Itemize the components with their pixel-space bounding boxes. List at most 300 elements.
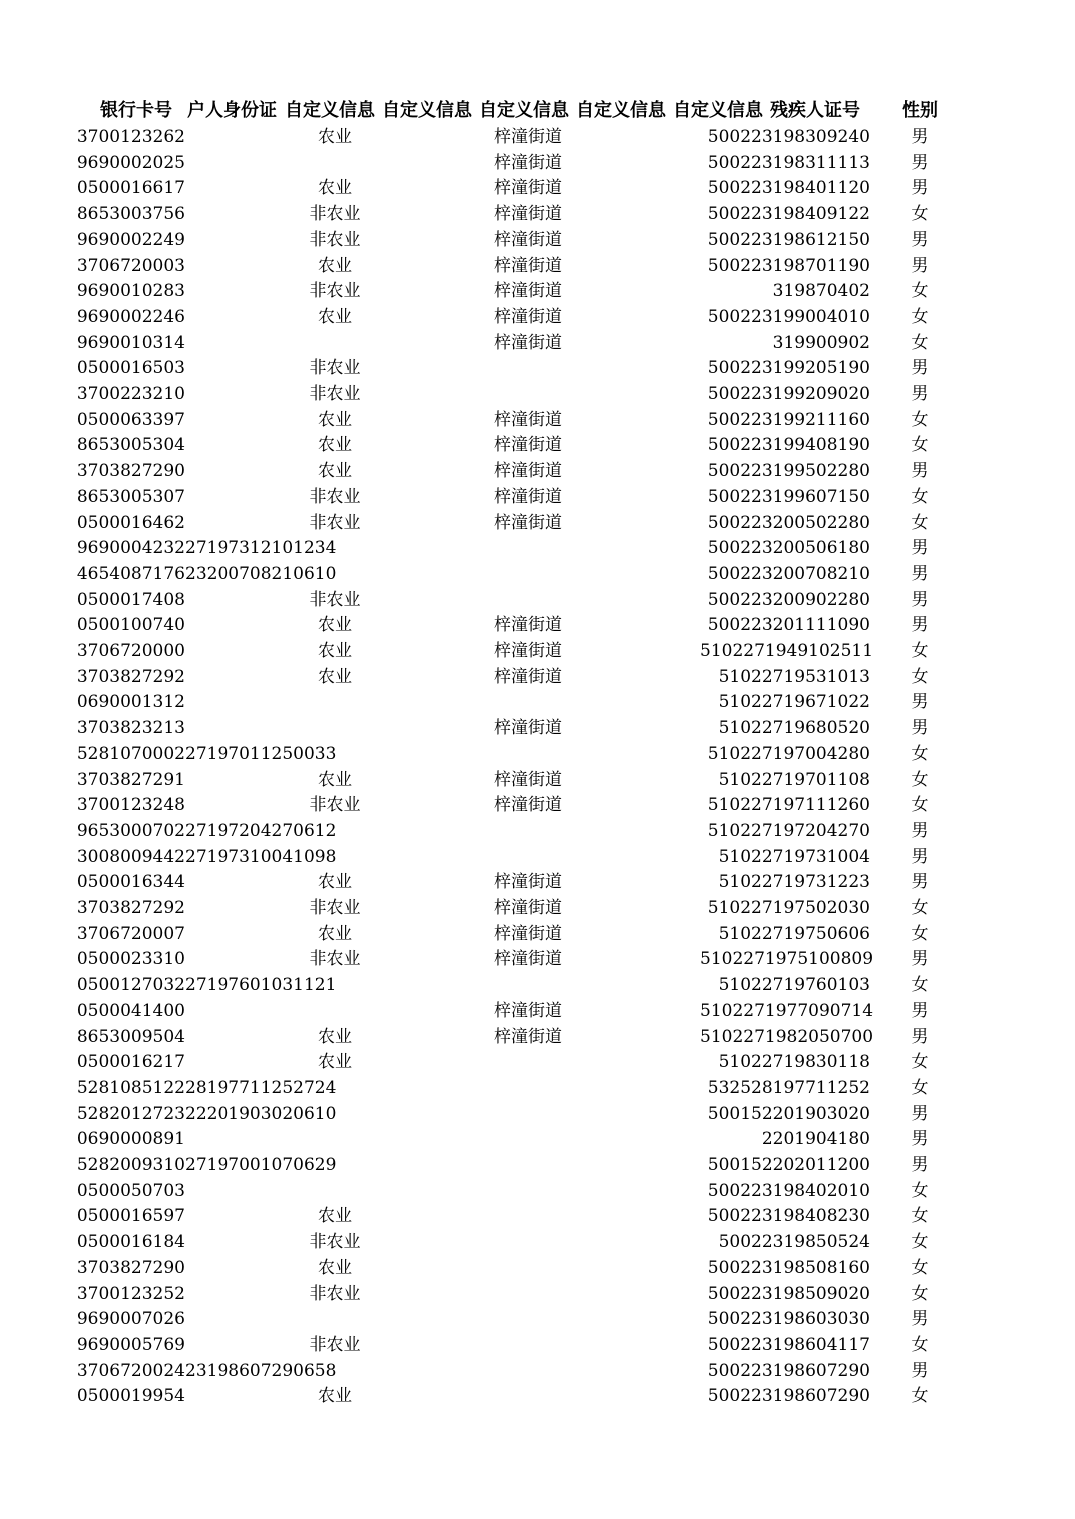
cell-gender: 女	[911, 1077, 929, 1098]
header-row	[0, 97, 1075, 125]
cell-gender: 女	[911, 666, 929, 687]
cell-custom-info-1	[285, 742, 385, 767]
cell-custom-info-1: 农业	[318, 435, 352, 456]
cell-custom-info-3	[478, 1102, 578, 1127]
cell-gender: 女	[911, 769, 929, 790]
table-row	[0, 819, 1075, 844]
cell-bank-card: 3706720003	[76, 255, 185, 276]
cell-custom-info-3	[478, 382, 578, 407]
cell-disability-cert: 500223199205190	[707, 358, 870, 379]
cell-household-id	[185, 793, 285, 818]
cell-disability-cert: 500223198603030	[707, 1309, 870, 1330]
cell-custom-info-3: 梓潼街道	[494, 898, 562, 918]
cell-bank-card: 8653005304	[76, 435, 185, 456]
table-row	[0, 1359, 1075, 1384]
table-row	[0, 1050, 1075, 1075]
cell-gender: 女	[911, 1283, 929, 1304]
cell-household-id	[185, 639, 285, 664]
cell-custom-info-3	[478, 1179, 578, 1204]
cell-household-id: 27197310041098	[185, 846, 337, 867]
cell-bank-card: 3700123248	[76, 795, 185, 816]
cell-gender: 女	[911, 1257, 929, 1278]
cell-bank-card: 9690005769	[76, 1334, 185, 1355]
cell-disability-cert: 500223199408190	[707, 435, 870, 456]
cell-custom-info-3	[478, 536, 578, 561]
table-row	[0, 331, 1075, 356]
cell-custom-info-1	[285, 1307, 385, 1332]
cell-household-id: 27197204270612	[185, 820, 337, 841]
cell-custom-info-3	[478, 1307, 578, 1332]
table-row	[0, 1282, 1075, 1307]
table-row	[0, 536, 1075, 561]
cell-household-id	[185, 433, 285, 458]
cell-gender: 女	[911, 975, 929, 996]
cell-disability-cert: 51022719680520	[718, 718, 870, 739]
cell-custom-info-3: 梓潼街道	[494, 229, 562, 250]
cell-household-id	[185, 254, 285, 279]
cell-custom-info-1	[285, 716, 385, 741]
cell-household-id	[185, 665, 285, 690]
table-row	[0, 922, 1075, 947]
cell-disability-cert: 500223199607150	[707, 486, 870, 507]
cell-household-id	[185, 1307, 285, 1332]
cell-custom-info-1: 农业	[318, 1052, 352, 1073]
cell-disability-cert: 2201904180	[761, 1129, 870, 1150]
cell-gender: 男	[911, 255, 929, 276]
table-row	[0, 793, 1075, 818]
cell-household-id	[185, 1333, 285, 1358]
cell-custom-info-1: 农业	[318, 641, 352, 661]
cell-household-id	[185, 1050, 285, 1075]
cell-gender: 女	[911, 1334, 929, 1355]
header-custom-info-2: 自定义信息	[382, 100, 472, 121]
cell-gender: 女	[911, 1386, 929, 1407]
cell-bank-card: 9690010283	[76, 281, 185, 302]
cell-household-id	[185, 305, 285, 330]
cell-disability-cert: 500223199502280	[707, 461, 870, 482]
cell-gender: 女	[911, 332, 929, 353]
cell-gender: 女	[911, 306, 929, 327]
cell-bank-card: 9690004232	[76, 538, 185, 559]
table-row	[0, 1025, 1075, 1050]
cell-custom-info-1	[285, 562, 385, 587]
table-row	[0, 408, 1075, 433]
table-row	[0, 690, 1075, 715]
cell-custom-info-1: 非农业	[309, 1334, 361, 1355]
table-row	[0, 613, 1075, 638]
cell-custom-info-1: 非农业	[309, 898, 361, 918]
cell-custom-info-1: 非农业	[309, 949, 361, 970]
table-row	[0, 1204, 1075, 1229]
cell-bank-card: 5281085122	[76, 1077, 185, 1098]
cell-household-id	[185, 922, 285, 947]
cell-disability-cert: 500223200708210	[707, 563, 870, 584]
cell-disability-cert: 500223198309240	[707, 127, 870, 147]
cell-gender: 女	[911, 1052, 929, 1073]
cell-custom-info-3: 梓潼街道	[494, 178, 562, 199]
cell-disability-cert: 500223198607290	[707, 1360, 870, 1381]
cell-custom-info-3: 梓潼街道	[494, 409, 562, 430]
cell-disability-cert: 500223198604117	[707, 1334, 870, 1355]
cell-custom-info-1: 农业	[318, 127, 352, 147]
table-row	[0, 1230, 1075, 1255]
cell-custom-info-3	[478, 562, 578, 587]
cell-custom-info-1: 非农业	[309, 358, 361, 379]
cell-custom-info-3: 梓潼街道	[494, 461, 562, 482]
cell-household-id	[185, 1179, 285, 1204]
cell-disability-cert: 5102271982050700	[700, 1026, 874, 1047]
cell-disability-cert: 510227197004280	[707, 743, 870, 764]
cell-disability-cert: 51022719731004	[718, 846, 870, 867]
cell-gender: 女	[911, 486, 929, 507]
table-row	[0, 1384, 1075, 1409]
cell-custom-info-1: 农业	[318, 1386, 352, 1407]
table-row	[0, 176, 1075, 201]
cell-gender: 男	[911, 718, 929, 739]
cell-custom-info-1: 非农业	[309, 512, 361, 533]
cell-bank-card: 8653009504	[76, 1026, 185, 1047]
cell-household-id	[185, 202, 285, 227]
cell-gender: 女	[911, 641, 929, 661]
cell-custom-info-3: 梓潼街道	[494, 306, 562, 327]
cell-disability-cert: 500223200902280	[707, 589, 870, 610]
table-row	[0, 665, 1075, 690]
cell-bank-card: 3706720007	[76, 923, 185, 944]
cell-household-id	[185, 947, 285, 972]
cell-household-id	[185, 485, 285, 510]
cell-gender: 男	[911, 1155, 929, 1175]
cell-household-id: 27197601031121	[185, 975, 337, 996]
cell-gender: 男	[911, 538, 929, 559]
cell-disability-cert: 510227197502030	[707, 898, 870, 918]
cell-custom-info-1: 非农业	[309, 384, 361, 404]
cell-household-id	[185, 896, 285, 921]
cell-custom-info-3	[478, 1204, 578, 1229]
cell-household-id	[185, 1204, 285, 1229]
cell-gender: 男	[911, 589, 929, 610]
cell-custom-info-3	[478, 1153, 578, 1178]
cell-household-id	[185, 1230, 285, 1255]
table-row	[0, 511, 1075, 536]
cell-gender: 男	[911, 872, 929, 893]
cell-household-id	[185, 1282, 285, 1307]
cell-custom-info-3	[478, 690, 578, 715]
cell-gender: 男	[911, 820, 929, 841]
cell-gender: 男	[911, 615, 929, 636]
cell-bank-card: 8653005307	[76, 486, 185, 507]
cell-bank-card: 0500017408	[76, 589, 185, 610]
cell-custom-info-3: 梓潼街道	[494, 152, 562, 173]
cell-custom-info-1	[285, 1127, 385, 1152]
cell-household-id	[185, 382, 285, 407]
cell-gender: 男	[911, 127, 929, 147]
cell-bank-card: 0500100740	[76, 615, 185, 636]
table-row	[0, 768, 1075, 793]
cell-disability-cert: 500223198311113	[707, 152, 870, 173]
cell-bank-card: 0500016217	[76, 1052, 185, 1073]
cell-custom-info-3	[478, 1230, 578, 1255]
cell-household-id	[185, 1025, 285, 1050]
header-disability-cert: 残疾人证号	[770, 100, 860, 121]
cell-disability-cert: 500152201903020	[707, 1103, 870, 1124]
header-custom-info-5: 自定义信息	[673, 100, 763, 121]
table-row	[0, 382, 1075, 407]
cell-bank-card: 3703827292	[76, 898, 185, 918]
cell-gender: 男	[911, 692, 929, 713]
cell-custom-info-1	[285, 536, 385, 561]
table-row	[0, 202, 1075, 227]
table-row	[0, 485, 1075, 510]
cell-disability-cert: 51022719701108	[718, 769, 870, 790]
table-row	[0, 1179, 1075, 1204]
cell-custom-info-3	[478, 1282, 578, 1307]
table-row	[0, 279, 1075, 304]
cell-household-id: 27197011250033	[185, 743, 337, 764]
table-row	[0, 947, 1075, 972]
cell-custom-info-1: 农业	[318, 615, 352, 636]
cell-gender: 男	[911, 1309, 929, 1330]
table-row	[0, 459, 1075, 484]
cell-bank-card: 3706720024	[76, 1360, 185, 1381]
cell-disability-cert: 510227197204270	[707, 820, 870, 841]
cell-custom-info-1: 农业	[318, 1257, 352, 1278]
cell-custom-info-3: 梓潼街道	[494, 872, 562, 893]
cell-bank-card: 3700223210	[76, 384, 185, 404]
cell-household-id: 23200708210610	[185, 563, 337, 584]
cell-custom-info-1	[285, 819, 385, 844]
cell-bank-card: 0500041400	[76, 1000, 185, 1021]
cell-custom-info-3	[478, 588, 578, 613]
cell-household-id	[185, 870, 285, 895]
cell-custom-info-3	[478, 1333, 578, 1358]
cell-household-id	[185, 768, 285, 793]
cell-custom-info-3: 梓潼街道	[494, 204, 562, 225]
cell-custom-info-1: 非农业	[309, 1283, 361, 1304]
table-row	[0, 845, 1075, 870]
cell-disability-cert: 319900902	[772, 332, 870, 353]
table-row	[0, 254, 1075, 279]
cell-custom-info-1: 农业	[318, 769, 352, 790]
cell-disability-cert: 500223198402010	[707, 1180, 870, 1201]
cell-disability-cert: 51022719830118	[718, 1052, 870, 1073]
cell-household-id: 28197711252724	[185, 1077, 337, 1098]
cell-gender: 男	[911, 1360, 929, 1381]
table-row	[0, 639, 1075, 664]
cell-gender: 女	[911, 512, 929, 533]
cell-custom-info-3	[478, 1384, 578, 1409]
cell-custom-info-3: 梓潼街道	[494, 1000, 562, 1021]
cell-disability-cert: 50022319850524	[718, 1232, 870, 1253]
cell-bank-card: 0500023310	[76, 949, 185, 970]
table-row	[0, 433, 1075, 458]
cell-disability-cert: 500223198401120	[707, 178, 870, 199]
cell-bank-card: 0690001312	[76, 692, 185, 713]
cell-household-id	[185, 1384, 285, 1409]
cell-household-id: 27197312101234	[185, 538, 337, 559]
cell-gender: 女	[911, 281, 929, 302]
cell-bank-card: 0500016503	[76, 358, 185, 379]
cell-disability-cert: 5102271949102511	[700, 641, 874, 661]
cell-gender: 男	[911, 1000, 929, 1021]
header-custom-info-4: 自定义信息	[576, 100, 666, 121]
cell-custom-info-3: 梓潼街道	[494, 255, 562, 276]
table-row	[0, 305, 1075, 330]
cell-bank-card: 3703827290	[76, 1257, 185, 1278]
cell-household-id	[185, 716, 285, 741]
table-row	[0, 870, 1075, 895]
cell-bank-card: 0500019954	[76, 1386, 185, 1407]
cell-bank-card: 9690002025	[76, 152, 185, 173]
cell-custom-info-1: 非农业	[309, 1232, 361, 1253]
cell-household-id	[185, 228, 285, 253]
cell-disability-cert: 500223201111090	[707, 615, 870, 636]
cell-gender: 男	[911, 229, 929, 250]
header-custom-info-1: 自定义信息	[285, 100, 375, 121]
cell-custom-info-3: 梓潼街道	[494, 949, 562, 970]
cell-custom-info-1	[285, 1179, 385, 1204]
table-row	[0, 716, 1075, 741]
cell-custom-info-3	[478, 1076, 578, 1101]
cell-household-id	[185, 151, 285, 176]
table-row	[0, 588, 1075, 613]
cell-gender: 女	[911, 923, 929, 944]
cell-custom-info-3: 梓潼街道	[494, 769, 562, 790]
table-row	[0, 1307, 1075, 1332]
cell-disability-cert: 500223200506180	[707, 538, 870, 559]
cell-bank-card: 0500050703	[76, 1180, 185, 1201]
cell-disability-cert: 5102271975100809	[700, 949, 874, 970]
cell-custom-info-3	[478, 356, 578, 381]
table-row	[0, 1153, 1075, 1178]
cell-bank-card: 3703827291	[76, 769, 185, 790]
table-row	[0, 125, 1075, 150]
table-row	[0, 151, 1075, 176]
cell-household-id	[185, 1127, 285, 1152]
cell-disability-cert: 500223198607290	[707, 1386, 870, 1407]
cell-gender: 男	[911, 846, 929, 867]
cell-custom-info-3: 梓潼街道	[494, 615, 562, 636]
cell-gender: 女	[911, 1180, 929, 1201]
header-bank-card: 银行卡号	[100, 100, 172, 121]
cell-custom-info-3	[478, 819, 578, 844]
cell-custom-info-1: 农业	[318, 923, 352, 944]
table-row	[0, 1333, 1075, 1358]
table-row	[0, 356, 1075, 381]
cell-disability-cert: 51022719760103	[718, 975, 870, 996]
cell-bank-card: 0500016597	[76, 1206, 185, 1227]
table-row	[0, 562, 1075, 587]
cell-custom-info-1	[285, 1153, 385, 1178]
cell-disability-cert: 5102271977090714	[700, 1000, 874, 1021]
cell-bank-card: 5282012723	[76, 1103, 185, 1124]
cell-disability-cert: 500223199004010	[707, 306, 870, 327]
cell-household-id	[185, 613, 285, 638]
cell-custom-info-3	[478, 1359, 578, 1384]
cell-household-id	[185, 690, 285, 715]
cell-custom-info-1: 非农业	[309, 589, 361, 610]
cell-bank-card: 3703827292	[76, 666, 185, 687]
cell-disability-cert: 500223198701190	[707, 255, 870, 276]
cell-disability-cert: 500223198508160	[707, 1257, 870, 1278]
header-custom-info-3: 自定义信息	[479, 100, 569, 121]
cell-household-id: 27197001070629	[185, 1155, 337, 1175]
cell-household-id	[185, 125, 285, 150]
cell-bank-card: 8653003756	[76, 204, 185, 225]
cell-bank-card: 5281070002	[76, 743, 185, 764]
table-row	[0, 228, 1075, 253]
cell-gender: 男	[911, 1103, 929, 1124]
cell-gender: 女	[911, 435, 929, 456]
cell-custom-info-3: 梓潼街道	[494, 641, 562, 661]
cell-custom-info-1: 农业	[318, 409, 352, 430]
cell-custom-info-1: 非农业	[309, 281, 361, 302]
cell-bank-card: 3008009442	[76, 846, 185, 867]
cell-gender: 女	[911, 795, 929, 816]
cell-custom-info-1	[285, 1076, 385, 1101]
cell-custom-info-1	[285, 1102, 385, 1127]
cell-custom-info-1: 农业	[318, 306, 352, 327]
cell-custom-info-3: 梓潼街道	[494, 281, 562, 302]
cell-disability-cert: 500223199211160	[707, 409, 870, 430]
cell-household-id	[185, 588, 285, 613]
cell-bank-card: 3703827290	[76, 461, 185, 482]
cell-bank-card: 3700123262	[76, 127, 185, 147]
cell-household-id	[185, 356, 285, 381]
cell-custom-info-3: 梓潼街道	[494, 127, 562, 147]
cell-gender: 女	[911, 898, 929, 918]
cell-custom-info-3	[478, 845, 578, 870]
cell-custom-info-3	[478, 1050, 578, 1075]
cell-disability-cert: 500223198409122	[707, 204, 870, 225]
cell-custom-info-1: 非农业	[309, 486, 361, 507]
cell-disability-cert: 51022719750606	[718, 923, 870, 944]
cell-gender: 女	[911, 1232, 929, 1253]
cell-household-id: 22201903020610	[185, 1103, 337, 1124]
cell-custom-info-3: 梓潼街道	[494, 923, 562, 944]
cell-custom-info-3: 梓潼街道	[494, 1026, 562, 1047]
cell-gender: 男	[911, 1026, 929, 1047]
cell-custom-info-1: 农业	[318, 461, 352, 482]
cell-bank-card: 3703823213	[76, 718, 185, 739]
cell-custom-info-1: 非农业	[309, 204, 361, 225]
cell-custom-info-1: 农业	[318, 1206, 352, 1227]
cell-gender: 男	[911, 384, 929, 404]
cell-gender: 男	[911, 358, 929, 379]
cell-disability-cert: 500223199209020	[707, 384, 870, 404]
cell-disability-cert: 532528197711252	[707, 1077, 870, 1098]
cell-bank-card: 9690002246	[76, 306, 185, 327]
cell-gender: 男	[911, 461, 929, 482]
cell-household-id	[185, 408, 285, 433]
cell-bank-card: 9653000702	[76, 820, 185, 841]
cell-gender: 男	[911, 1129, 929, 1150]
cell-custom-info-3: 梓潼街道	[494, 486, 562, 507]
cell-bank-card: 3700123252	[76, 1283, 185, 1304]
cell-household-id	[185, 176, 285, 201]
cell-household-id	[185, 331, 285, 356]
table-row	[0, 742, 1075, 767]
cell-disability-cert: 319870402	[772, 281, 870, 302]
cell-custom-info-1	[285, 690, 385, 715]
cell-bank-card: 0500016344	[76, 872, 185, 893]
cell-bank-card: 0500127032	[76, 975, 185, 996]
table-row	[0, 896, 1075, 921]
cell-bank-card: 0690000891	[76, 1129, 185, 1150]
cell-bank-card: 5282009310	[76, 1155, 185, 1175]
cell-custom-info-1: 农业	[318, 1026, 352, 1047]
cell-disability-cert: 500152202011200	[707, 1155, 870, 1175]
cell-gender: 男	[911, 152, 929, 173]
